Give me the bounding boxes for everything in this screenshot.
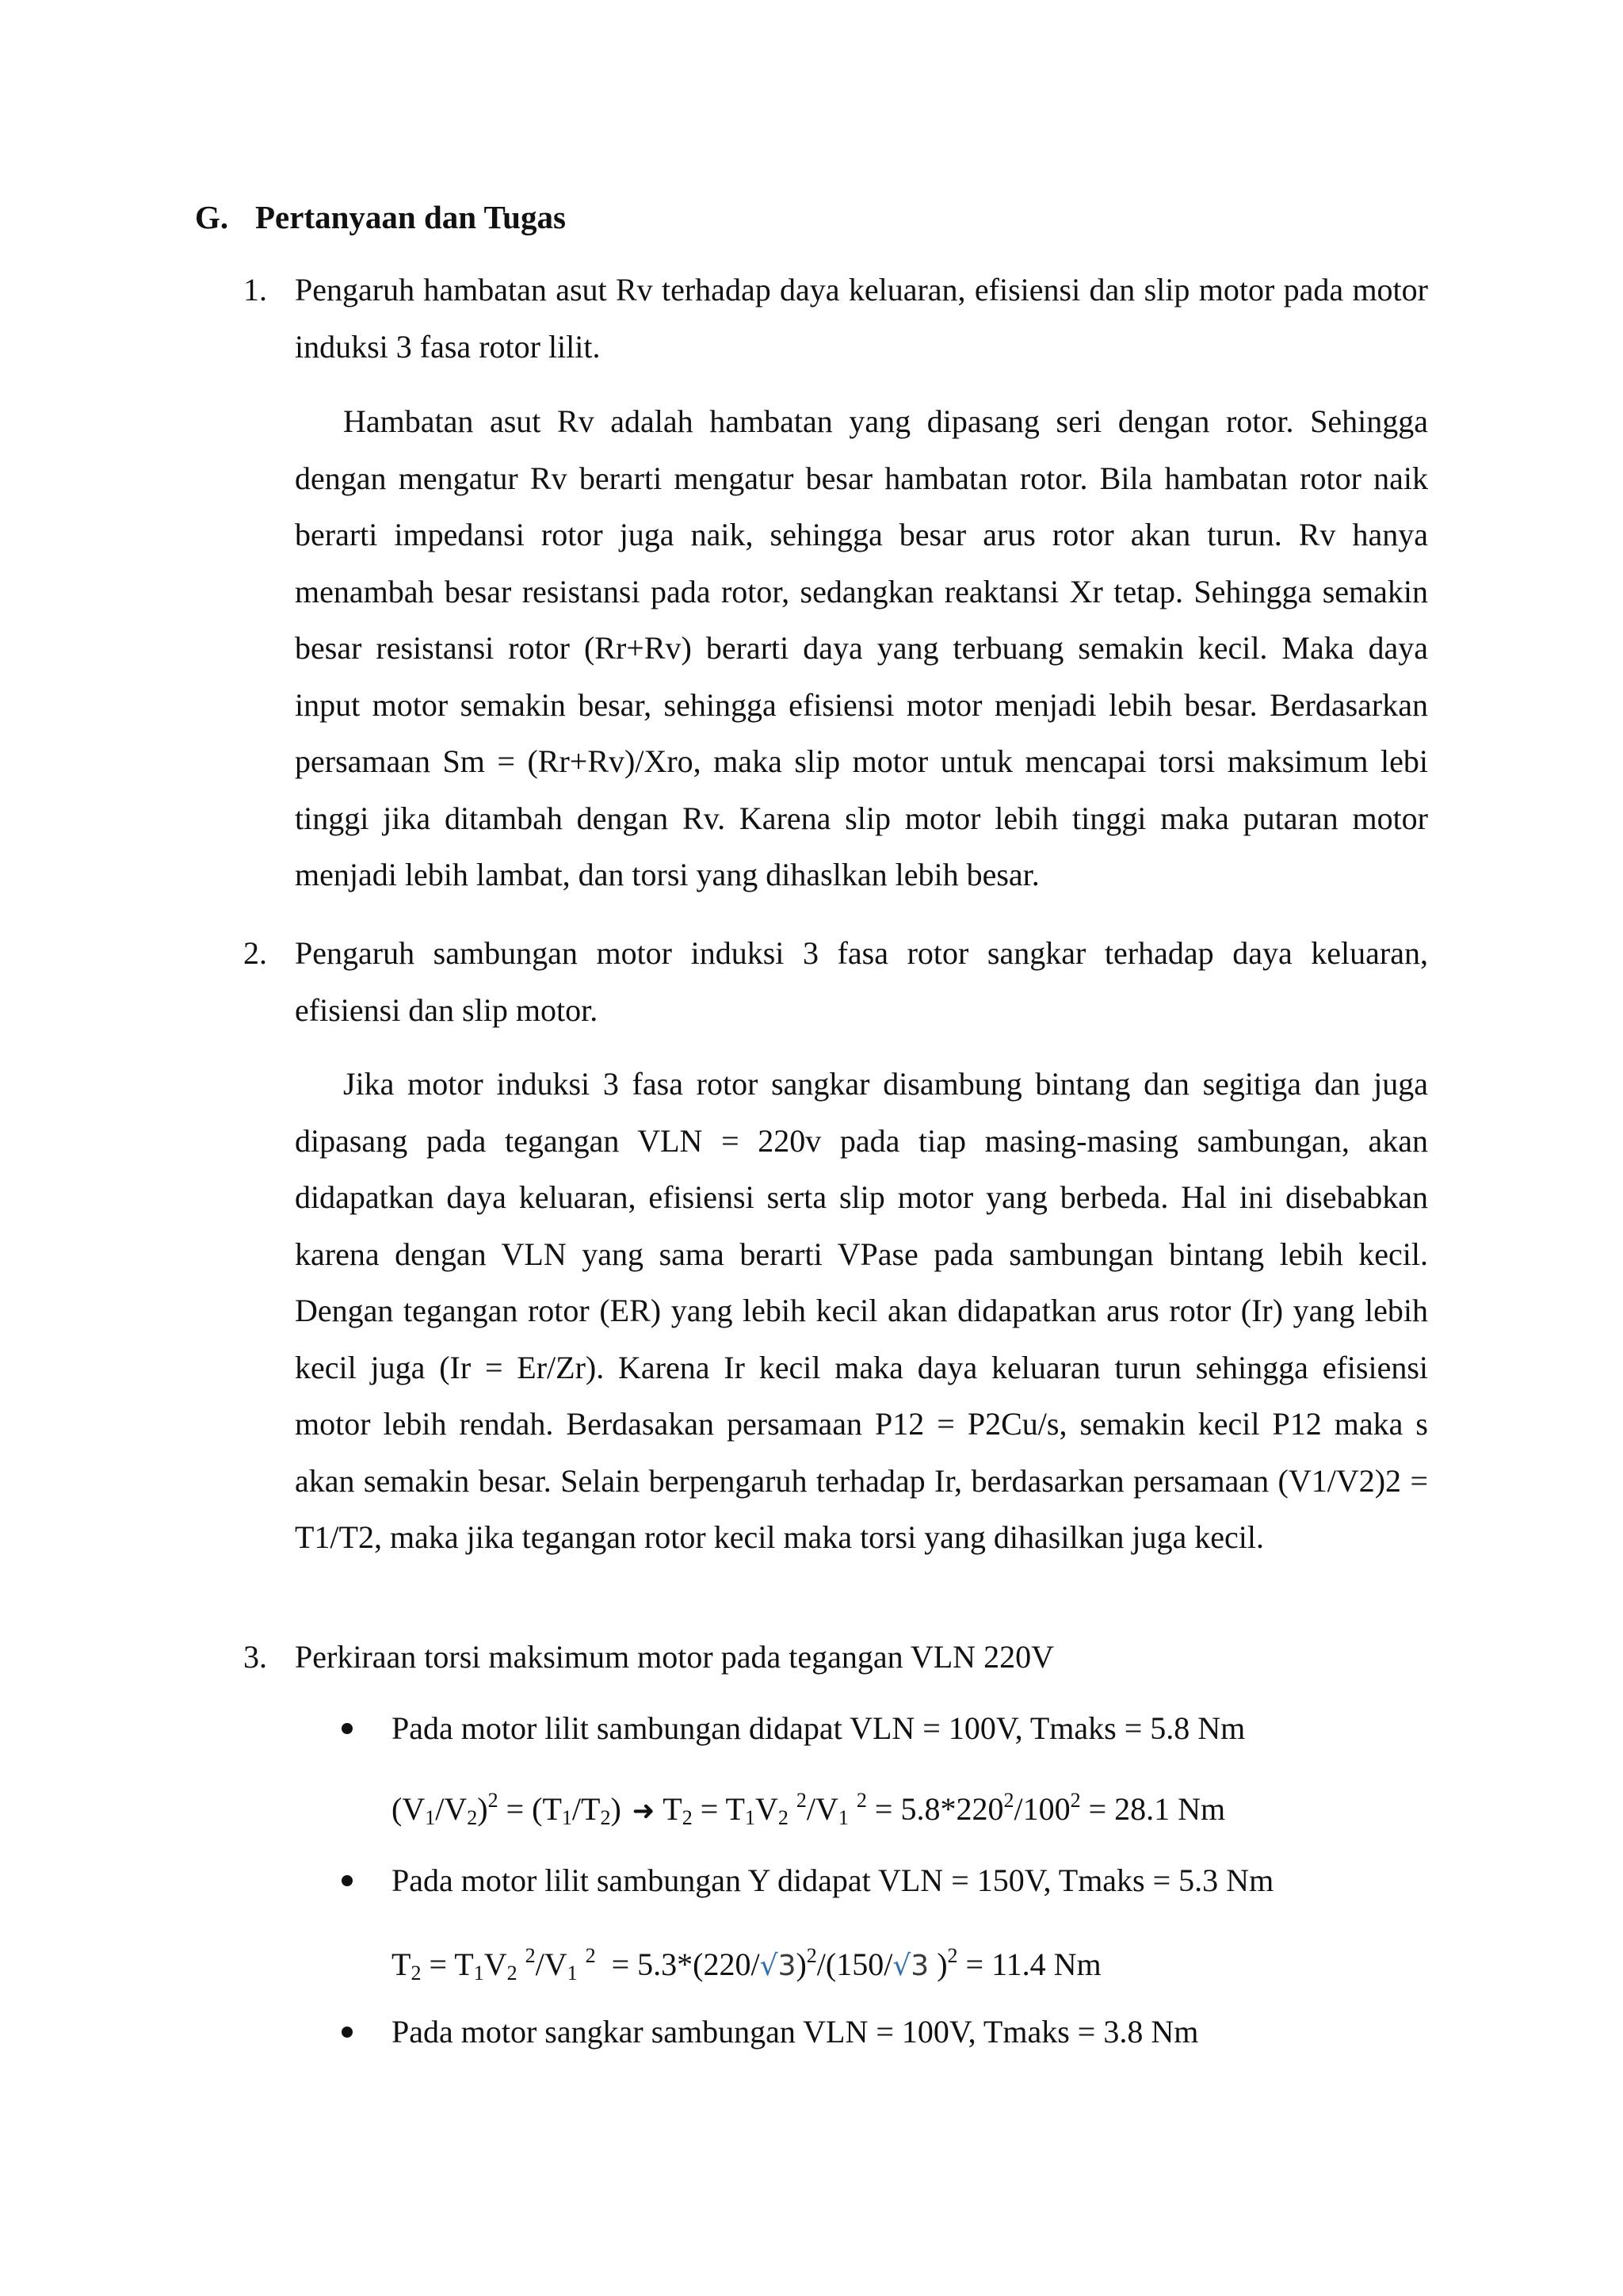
equation-1: $(V_1/V_2)^2 = (T_1/T_2)$ ➜ $T_2 = T_1V_2$ $^2/V_1$ $^2 = 5.8*220^2/100^2 = 28.1$ Nm bbox=[391, 1789, 1226, 1829]
item-number-1: 1. bbox=[243, 272, 267, 308]
item-number-2: 2. bbox=[243, 935, 267, 971]
item-title-1: Pengaruh hambatan asut Rv terhadap daya keluaran, efisiensi dan slip motor pada motor induksi 3 fasa rotor lilit. bbox=[295, 272, 1428, 365]
bullet-text-3: Pada motor sangkar sambungan VLN = 100V, Tmaks = 3.8 Nm bbox=[391, 2014, 1199, 2050]
item-title-3: Perkiraan torsi maksimum motor pada tegangan VLN 220V bbox=[295, 1639, 1054, 1675]
arrow-right-icon: ➜ bbox=[632, 1795, 655, 1827]
section-title: Pertanyaan dan Tugas bbox=[255, 199, 566, 235]
bullet-icon bbox=[342, 1723, 353, 1734]
item-paragraph-1: Hambatan asut Rv adalah hambatan yang dipasang seri dengan rotor. Sehingga dengan mengatur Rv berarti mengatur besar hambatan rotor. Bila hambatan rotor naik berarti impedansi rotor juga naik, sehingga besar arus rotor akan turun. Rv hanya menambah besar resistansi pada rotor, sedangkan reaktansi Xr tetap. Sehingga semakin besar resistansi rotor (Rr+Rv) berarti daya yang terbuang semakin kecil. Maka daya input motor semakin besar, sehingga efisiensi motor menjadi lebih besar. Berdasarkan persamaan Sm = (Rr+Rv)/Xro, maka slip motor untuk mencapai torsi maksimum lebi tinggi jika ditambah dengan Rv. Karena slip motor lebih tinggi maka putaran motor menjadi lebih lambat, dan torsi yang dihaslkan lebih besar. bbox=[295, 403, 1428, 892]
item-paragraph-2: Jika motor induksi 3 fasa rotor sangkar disambung bintang dan segitiga dan juga dipasang pada tegangan VLN = 220v pada tiap masing-masing sambungan, akan didapatkan daya keluaran, efisiensi serta slip motor yang berbeda. Hal ini disebabkan karena dengan VLN yang sama berarti VPase pada sambungan bintang lebih kecil. Dengan tegangan rotor (ER) yang lebih kecil akan didapatkan arus rotor (Ir) yang lebih kecil juga (Ir = Er/Zr). Karena Ir kecil maka daya keluaran turun sehingga efisiensi motor lebih rendah. Berdasakan persamaan P12 = P2Cu/s, semakin kecil P12 maka s akan semakin besar. Selain berpengaruh terhadap Ir, berdasarkan persamaan (V1/V2)2 = T1/T2, maka jika tegangan rotor kecil maka torsi yang dihasilkan juga kecil. bbox=[295, 1066, 1428, 1555]
section-letter: G. bbox=[195, 199, 229, 235]
section-heading bbox=[195, 195, 566, 239]
bullet-text-1: Pada motor lilit sambungan didapat VLN = 100V, Tmaks = 5.8 Nm bbox=[391, 1710, 1246, 1746]
item-title-2: Pengaruh sambungan motor induksi 3 fasa rotor sangkar terhadap daya keluaran, efisiensi dan slip motor. bbox=[295, 935, 1428, 1028]
bullet-icon bbox=[342, 2027, 353, 2038]
equation-2: $T_2 = T_1V_2$ $^2/V_1$ $^2 = 5.3*(220/√3)^2/(150/√3$ )$^2$ = 11.4 Nm bbox=[391, 1944, 1102, 1985]
item-number-3: 3. bbox=[243, 1639, 267, 1675]
sqrt-icon: √3 bbox=[759, 1950, 796, 1982]
bullet-text-2: Pada motor lilit sambungan Y didapat VLN = 150V, Tmaks = 5.3 Nm bbox=[391, 1862, 1274, 1898]
sqrt-icon: √3 bbox=[892, 1950, 930, 1982]
bullet-icon bbox=[342, 1875, 353, 1886]
